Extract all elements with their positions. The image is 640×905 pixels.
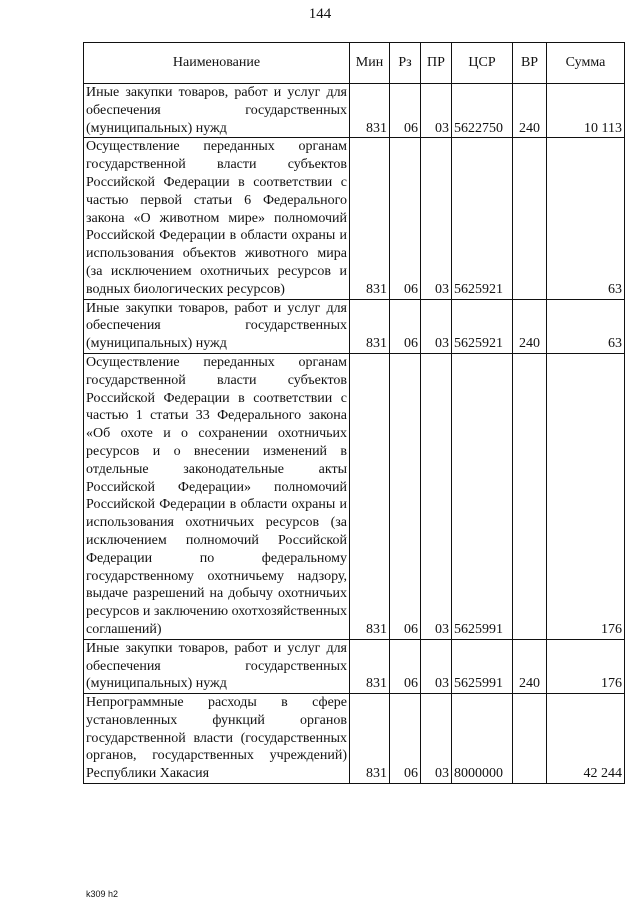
- table-row: [84, 138, 625, 299]
- row-min: 831: [350, 639, 390, 693]
- header-pr: ПР: [421, 43, 452, 84]
- row-pr: 03: [421, 299, 452, 353]
- row-vr: [513, 353, 547, 639]
- row-csr: 5622750: [452, 84, 513, 138]
- row-sum: 176: [547, 639, 625, 693]
- row-vr: 240: [513, 639, 547, 693]
- table-row: [84, 639, 625, 693]
- header-rz: Рз: [390, 43, 421, 84]
- row-min: 831: [350, 694, 390, 784]
- header-csr: ЦСР: [452, 43, 513, 84]
- row-pr: 03: [421, 84, 452, 138]
- row-sum: 63: [547, 299, 625, 353]
- row-pr: 03: [421, 138, 452, 299]
- row-rz: 06: [390, 138, 421, 299]
- header-vr: ВР: [513, 43, 547, 84]
- row-name: Осуществление переданных органам государственной власти субъектов Российской Федерации в соответствии с частью первой статьи 6 Федерального закона «О животном мире» полномочий Российской Федерации в области охраны и использования объектов животного мира (за исключением охотничьих ресурсов и водных биологических ресурсов): [84, 138, 350, 299]
- row-rz: 06: [390, 84, 421, 138]
- table-row: [84, 299, 625, 353]
- row-vr: [513, 138, 547, 299]
- row-csr: 5625991: [452, 353, 513, 639]
- row-name: Непрограммные расходы в сфере установленных функций органов государственной власти (государственных органов, государственных учреждений) Республики Хакасия: [84, 694, 350, 784]
- row-name: Иные закупки товаров, работ и услуг для обеспечения государственных (муниципальных) нужд: [84, 84, 350, 138]
- row-sum: 42 244: [547, 694, 625, 784]
- row-name: Иные закупки товаров, работ и услуг для обеспечения государственных (муниципальных) нужд: [84, 639, 350, 693]
- row-vr: 240: [513, 84, 547, 138]
- table-row: [84, 353, 625, 639]
- row-pr: 03: [421, 639, 452, 693]
- row-name: Осуществление переданных органам государственной власти субъектов Российской Федерации в соответствии с частью 1 статьи 33 Федерального закона «Об охоте и о сохранении охотничьих ресурсов и о внесении изменений в отдельные законодательные акты Российской Федерации» полномочий Российской Федерации в области охраны и использования охотничьих ресурсов (за исключением полномочий Российской Федерации по федеральному государственному охотничьему надзору, выдаче разрешений на добычу охотничьих ресурсов и заключению охотхозяйственных соглашений): [84, 353, 350, 639]
- row-pr: 03: [421, 694, 452, 784]
- row-csr: 8000000: [452, 694, 513, 784]
- row-sum: 176: [547, 353, 625, 639]
- row-rz: 06: [390, 639, 421, 693]
- row-csr: 5625991: [452, 639, 513, 693]
- page-number: 144: [308, 6, 332, 22]
- row-vr: 240: [513, 299, 547, 353]
- footer-code: k309 h2: [86, 889, 119, 899]
- row-min: 831: [350, 84, 390, 138]
- row-rz: 06: [390, 694, 421, 784]
- table-row: [84, 694, 625, 784]
- row-csr: 5625921: [452, 138, 513, 299]
- table-header-row: [84, 43, 625, 84]
- budget-table: [83, 42, 625, 784]
- row-vr: [513, 694, 547, 784]
- table-row: [84, 84, 625, 138]
- row-pr: 03: [421, 353, 452, 639]
- row-name: Иные закупки товаров, работ и услуг для обеспечения государственных (муниципальных) нужд: [84, 299, 350, 353]
- row-min: 831: [350, 299, 390, 353]
- row-sum: 10 113: [547, 84, 625, 138]
- header-min: Мин: [350, 43, 390, 84]
- header-sum: Сумма: [547, 43, 625, 84]
- row-csr: 5625921: [452, 299, 513, 353]
- header-name: Наименование: [84, 43, 350, 84]
- row-min: 831: [350, 138, 390, 299]
- row-sum: 63: [547, 138, 625, 299]
- row-rz: 06: [390, 353, 421, 639]
- row-min: 831: [350, 353, 390, 639]
- row-rz: 06: [390, 299, 421, 353]
